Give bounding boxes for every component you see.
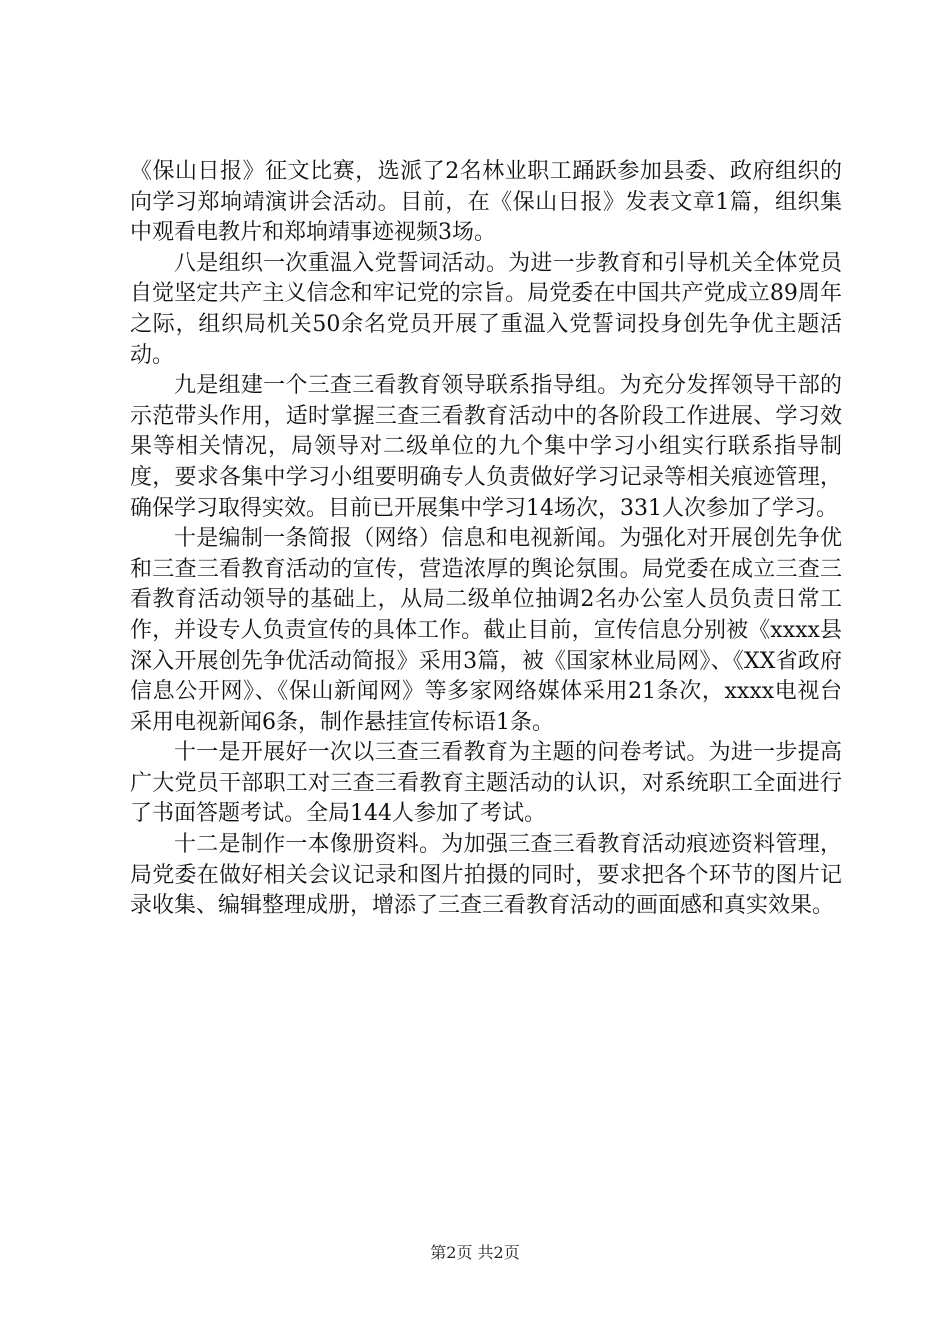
paragraph-item-8: 八是组织一次重温入党誓词活动。为进一步教育和引导机关全体党员自觉坚定共产主义信念和牢记党的宗旨。局党委在中国共产党成立89周年之际，组织局机关50余名党员开展了重温入党誓词投身创先争优主题活动。 [130,250,842,368]
document-body [130,157,842,922]
paragraph-item-12: 十二是制作一本像册资料。为加强三查三看教育活动痕迹资料管理，局党委在做好相关会议记录和图片拍摄的同时，要求把各个环节的图片记录收集、编辑整理成册，增添了三查三看教育活动的画面感和真实效果。 [130,832,842,919]
paragraph-item-9: 九是组建一个三查三看教育领导联系指导组。为充分发挥领导干部的示范带头作用，适时掌握三查三看教育活动中的各阶段工作进展、学习效果等相关情况，局领导对二级单位的九个集中学习小组实行联系指导制度，要求各集中学习小组要明确专人负责做好学习记录等相关痕迹管理，确保学习取得实效。目前已开展集中学习14场次，331人次参加了学习。 [130,373,842,521]
paragraph-item-11: 十一是开展好一次以三查三看教育为主题的问卷考试。为进一步提高广大党员干部职工对三查三看教育主题活动的认识，对系统职工全面进行了书面答题考试。全局144人参加了考试。 [130,740,842,827]
paragraph-item-10: 十是编制一条简报（网络）信息和电视新闻。为强化对开展创先争优和三查三看教育活动的宣传，营造浓厚的舆论氛围。局党委在成立三查三看教育活动领导的基础上，从局二级单位抽调2名办公室人员负责日常工作，并设专人负责宣传的具体工作。截止目前，宣传信息分别被《xxxx县深入开展创先争优活动简报》采用3篇，被《国家林业局网》、《XX省政府信息公开网》、《保山新闻网》等多家网络媒体采用21条次，xxxx电视台采用电视新闻6条，制作悬挂宣传标语1条。 [130,526,842,735]
paragraph-continuation: 《保山日报》征文比赛，选派了2名林业职工踊跃参加县委、政府组织的向学习郑垧靖演讲会活动。目前，在《保山日报》发表文章1篇，组织集中观看电教片和郑垧靖事迹视频3场。 [130,159,842,246]
page-footer: 第2页 共2页 [430,1243,520,1262]
